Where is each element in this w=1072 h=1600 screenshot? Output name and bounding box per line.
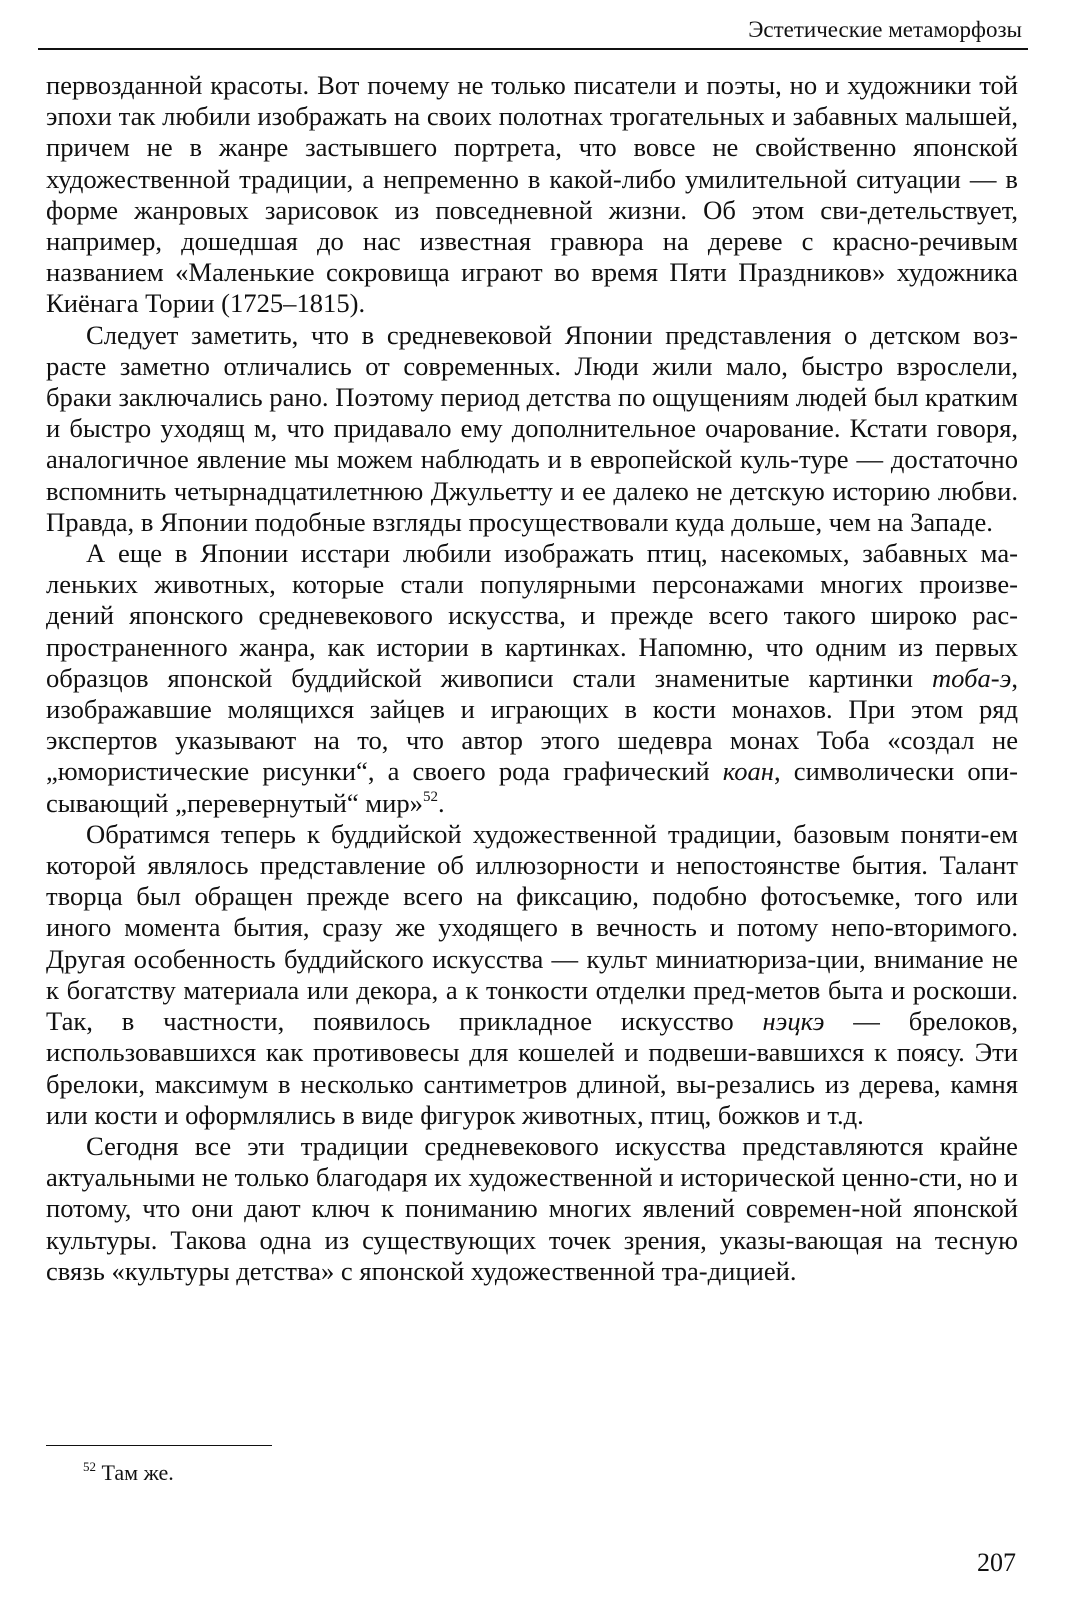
footnote-reference[interactable]: 52 bbox=[422, 788, 438, 805]
italic-term-netsuke: нэцкэ bbox=[762, 1006, 825, 1037]
header-rule bbox=[38, 48, 1028, 50]
footnote-rule bbox=[46, 1445, 272, 1446]
paragraph-4-text-b: — брелоков, использовавшихся как противовесы для кошелей и подвеши-вавшихся к поясу. Эти брелоки, максимум в несколько сантиметров длиной, вы-резались из дерева, камня или кости и оформлялись в виде фигурок животных, птиц, божков и т.д. bbox=[46, 1006, 1018, 1130]
paragraph-3-text-a: А еще в Японии исстари любили изображать птиц, насекомых, забавных ма-леньких животных, которые стали популярными персонажами многих произве-дений японского средневекового искусства, и прежде всего такого широко рас-пространенного жанра, как истории в картинках. Напомню, что одним из первых образцов японской буддийской живописи стали знаменитые картинки bbox=[46, 538, 1018, 693]
paragraph-4 bbox=[46, 819, 1018, 1131]
paragraph-3-text-d: . bbox=[437, 787, 445, 818]
paragraph-1: первозданной красоты. Вот почему не только писатели и поэты, но и художники той эпохи так любили изображать на своих полотнах трогательных и забавных малышей, причем не в жанре застывшего портрета, что вовсе не свойственно японской художественной традиции, а непременно в какой-либо умилительной ситуации — в форме жанровых зарисовок из повседневной жизни. Об этом сви-детельствует, например, дошедшая до нас известная гравюра на дереве с красно-речивым названием «Маленькие сокровища играют во время Пяти Праздников» художника Киёнага Тории (1725–1815). bbox=[46, 70, 1018, 319]
paragraph-4-text-a: Обратимся теперь к буддийской художественной традиции, базовым поняти-ем которой являлось представление об иллюзорности и непостоянстве бытия. Талант творца был обращен прежде всего на фиксацию, подобно фотосъемке, того или иного момента бытия, сразу же уходящего в вечность и потому непо-вторимого. Другая особенность буддийского искусства — культ миниатюриза-ции, внимание не к богатству материала или декора, а к тонкости отделки пред-метов быта и роскоши. Так, в частности, появилось прикладное искусство bbox=[46, 818, 1018, 1037]
paragraph-3-text-c: , символически опи-сывающий „перевернутый“ мир» bbox=[46, 756, 1018, 818]
paragraph-5: Сегодня все эти традиции средневекового искусства представляются крайне актуальными не только благодаря их художественной и исторической ценно-сти, но и потому, что они дают ключ к пониманию многих явлений современ-ной японской культуры. Такова одна из существующих точек зрения, указы-вающая на тесную связь «культуры детства» с японской художественной тра-дицией. bbox=[46, 1130, 1018, 1286]
paragraph-3-text-b: , изображавшие молящихся зайцев и играющих в кости монахов. При этом ряд экспертов указывают на то, что автор этого шедевра монах Тоба «создал не „юмористические рисунки“, а своего рода графический bbox=[46, 662, 1018, 787]
paragraph-3 bbox=[46, 538, 1018, 819]
footnote-text: Там же. bbox=[96, 1460, 174, 1485]
main-text bbox=[46, 70, 1018, 1287]
footnote-number: 52 bbox=[83, 1459, 96, 1474]
italic-term-koan: коан bbox=[722, 756, 774, 787]
italic-term-toba-e: тоба-э bbox=[931, 662, 1012, 693]
page-number: 207 bbox=[977, 1548, 1016, 1577]
paragraph-2: Следует заметить, что в средневековой Японии представления о детском воз-расте заметно отличались от современных. Люди жили мало, быстро взрослели, браки заключались рано. Поэтому период детства по ощущениям людей был кратким и быстро уходящ м, что придавало ему дополнительное очарование. Кстати говоря, аналогичное явление мы можем наблюдать и в европейской куль-туре — достаточно вспомнить четырнадцатилетнюю Джульетту и ее далеко не детскую историю любви. Правда, в Японии подобные взгляды просуществовали куда дольше, чем на Западе. bbox=[46, 319, 1018, 537]
running-head: Эстетические метаморфозы bbox=[748, 17, 1022, 42]
footnote bbox=[83, 1460, 174, 1486]
